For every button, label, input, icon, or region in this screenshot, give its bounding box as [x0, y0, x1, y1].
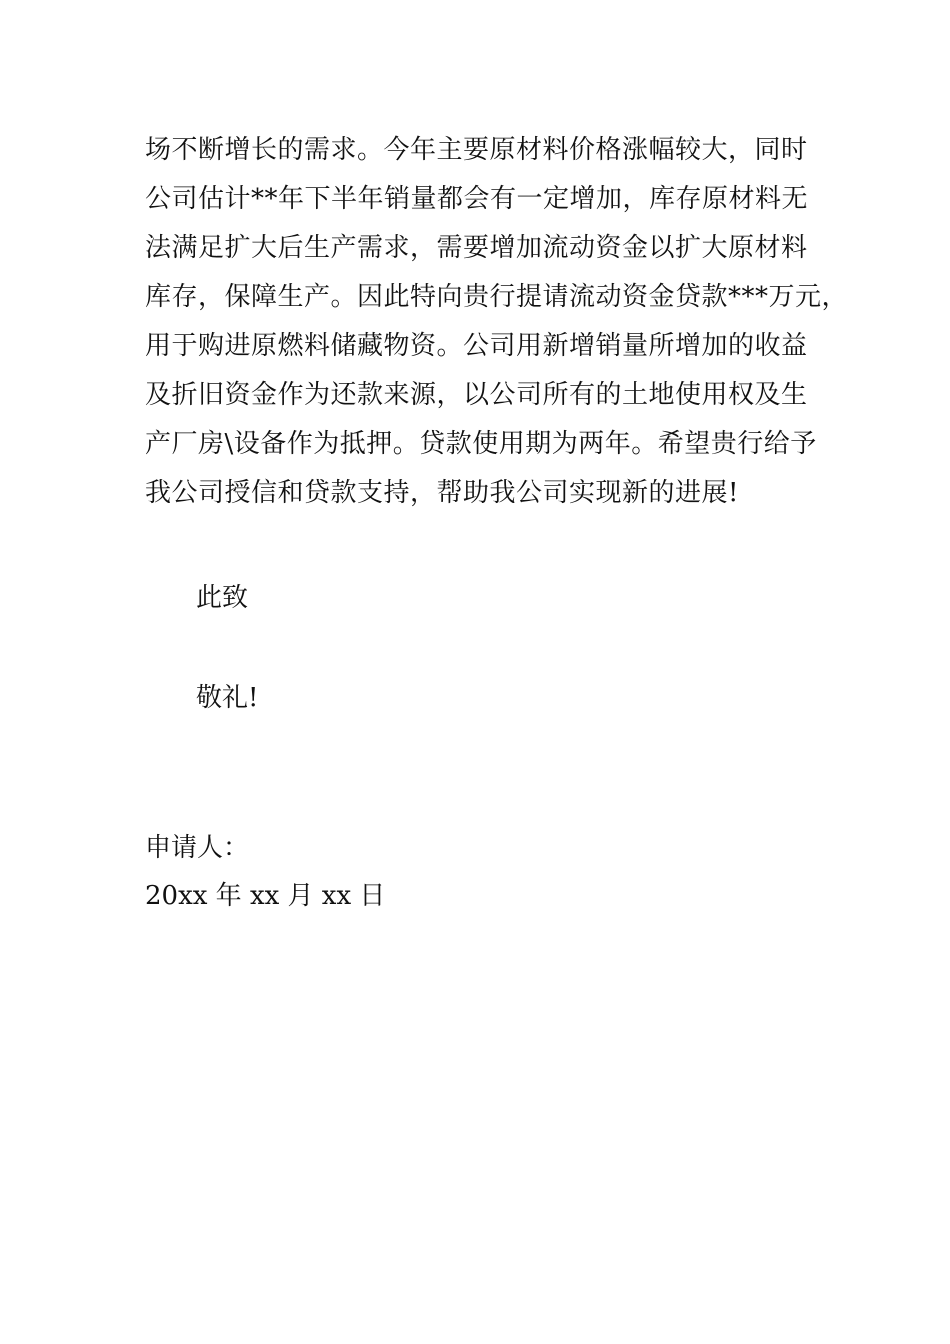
- letter-date: 20xx 年 xx 月 xx 日: [145, 881, 386, 911]
- body-line: 及折旧资金作为还款来源，以公司所有的土地使用权及生: [145, 380, 808, 410]
- letter-body: [145, 126, 849, 518]
- closing-salutation: 此致: [196, 583, 249, 613]
- applicant-label: 申请人：: [145, 833, 250, 863]
- body-line: 公司估计**年下半年销量都会有一定增加，库存原材料无: [145, 184, 809, 214]
- closing-regards: 敬礼!: [196, 683, 259, 713]
- body-line: 用于购进原燃料储藏物资。公司用新增销量所增加的收益: [145, 331, 808, 361]
- body-line: 产厂房\设备作为抵押。贷款使用期为两年。希望贵行给予: [145, 429, 817, 459]
- body-line: 我公司授信和贷款支持，帮助我公司实现新的进展!: [145, 478, 739, 508]
- body-line: 法满足扩大后生产需求，需要增加流动资金以扩大原材料: [145, 233, 808, 263]
- body-line: 库存，保障生产。因此特向贵行提请流动资金贷款***万元，: [145, 282, 849, 312]
- body-line: 场不断增长的需求。今年主要原材料价格涨幅较大，同时: [145, 135, 808, 165]
